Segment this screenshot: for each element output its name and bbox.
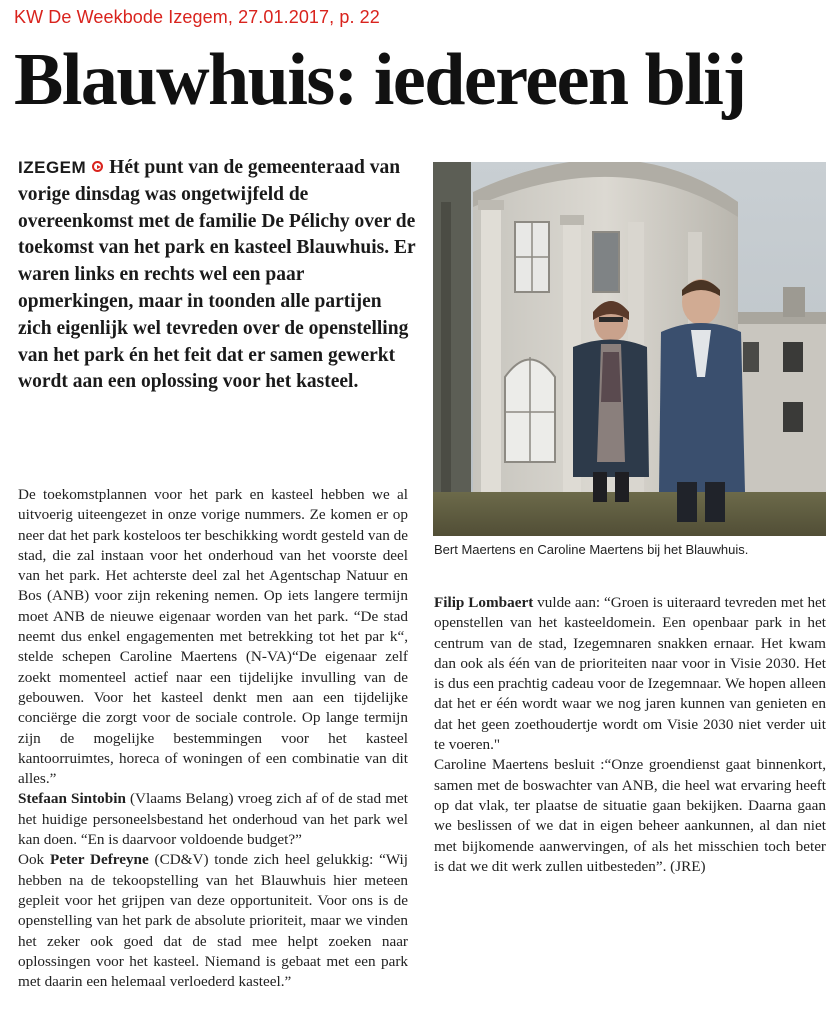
speaker-name: Stefaan Sintobin <box>18 790 126 808</box>
photo-caption: Bert Maertens en Caroline Maertens bij het Blauwhuis. <box>434 542 749 557</box>
body-paragraph <box>18 789 408 850</box>
body-paragraph <box>434 593 826 755</box>
paragraph-text: vulde aan: “Groen is uiteraard tevreden met het openstellen van het kasteeldomein. Een openbaar park in het centrum van de stad, Izegemnaren snakken ernaar. Het kwam dan ook als één van de prioriteiten naar voor in Visie 2030. Het is dus een prachtig cadeau voor de Izegemnaar. We hopen alleen dat het er één wordt waar we nog jaren kunnen van genieten en dat het geen zoethoudertje wordt om Visie 2030 niet verder uit te voeren." <box>434 594 827 754</box>
dateline-place: IZEGEM <box>18 158 87 177</box>
body-paragraph: Caroline Maertens besluit :“Onze groendienst gaat binnenkort, samen met de boswachter van ANB, die heel wat ervaring heeft op dat vlak, ter plaatse de situatie gaan bekijken. Daarna gaan we beslissen of we dat in eigen beheer aankunnen, al dan niet met bijkomende aanwervingen, of als het misschien toch beter is dat we dit werk zullen uitbesteden”. (JRE) <box>434 756 826 875</box>
source-line: KW De Weekbode Izegem, 27.01.2017, p. 22 <box>14 7 380 27</box>
body-column-1 <box>18 485 408 992</box>
body-column-2 <box>434 593 826 877</box>
paragraph-text: (Vlaams Belang) vroeg zich af of de stad met het huidige personeelsbestand het onderhoud van het park wel kan doen. “En is daarvoor voldoende budget?” <box>18 790 408 849</box>
body-paragraph <box>18 850 408 992</box>
lead-text: Hét punt van de gemeenteraad van vorige dinsdag was ongetwijfeld de overeenkomst met de familie De Pélichy over de toekomst van het park en kasteel Blauwhuis. Er waren links en rechts wel een paar opmerkingen, maar in toonden alle partijen zich eigenlijk wel tevreden over de openstelling van het park én het feit dat er samen gewerkt wordt aan een oplossing voor het kasteel. <box>18 157 416 393</box>
paragraph-text: (CD&V) tonde zich heel gelukkig: “Wij hebben na de tekoopstelling van het Blauwhuis hier meteen gepleit voor het grijpen van deze opportuniteit. Voor ons is de openstelling van het park de absolute prioriteit, maar we vinden het zeker ook goed dat de stad mee helpt zoeken naar oplossingen voor het kasteel. Niemand is gebaat met een park met daarin een helemaal verloederd kasteel.” <box>18 851 408 991</box>
article-photo <box>433 162 826 536</box>
headline: Blauwhuis: iedereen blij <box>14 39 746 121</box>
speaker-name: Filip Lombaert <box>434 594 534 611</box>
speaker-name: Peter Defreyne <box>49 851 149 869</box>
paragraph-text: Ook <box>18 851 50 869</box>
play-bullet-icon <box>92 161 103 172</box>
body-paragraph: De toekomstplannen voor het park en kasteel hebben we al uitvoerig uiteengezet in onze vorige nummers. Ze komen er op neer dat het park kosteloos ter beschikking wordt gesteld van de stad, die zal instaan voor het onderhoud van het voorste deel van het park. Het achterste deel zal het Agentschap Natuur en Bos (ANB) voor zijn rekening nemen. Op iets langere termijn moet ANB de nieuwe eigenaar worden van het park. “De stad neemt dus enkel engagementen met betrekking tot het par k“, stelde schepen Caroline Maertens (N-VA)“De eigenaar zelf zoekt momenteel actief naar een tijdelijke invulling van de gebouwen. Voor het kasteel denkt men aan een tijdelijke conciërge die zorgt voor de sociale controle. Op lange termijn zijn de mogelijke bestemmingen voor het kasteel kantoorruimtes, horeca of woningen of een combinatie van dit alles.” <box>18 486 408 788</box>
lead-paragraph <box>18 155 416 396</box>
castle-photo-illustration <box>433 162 826 536</box>
